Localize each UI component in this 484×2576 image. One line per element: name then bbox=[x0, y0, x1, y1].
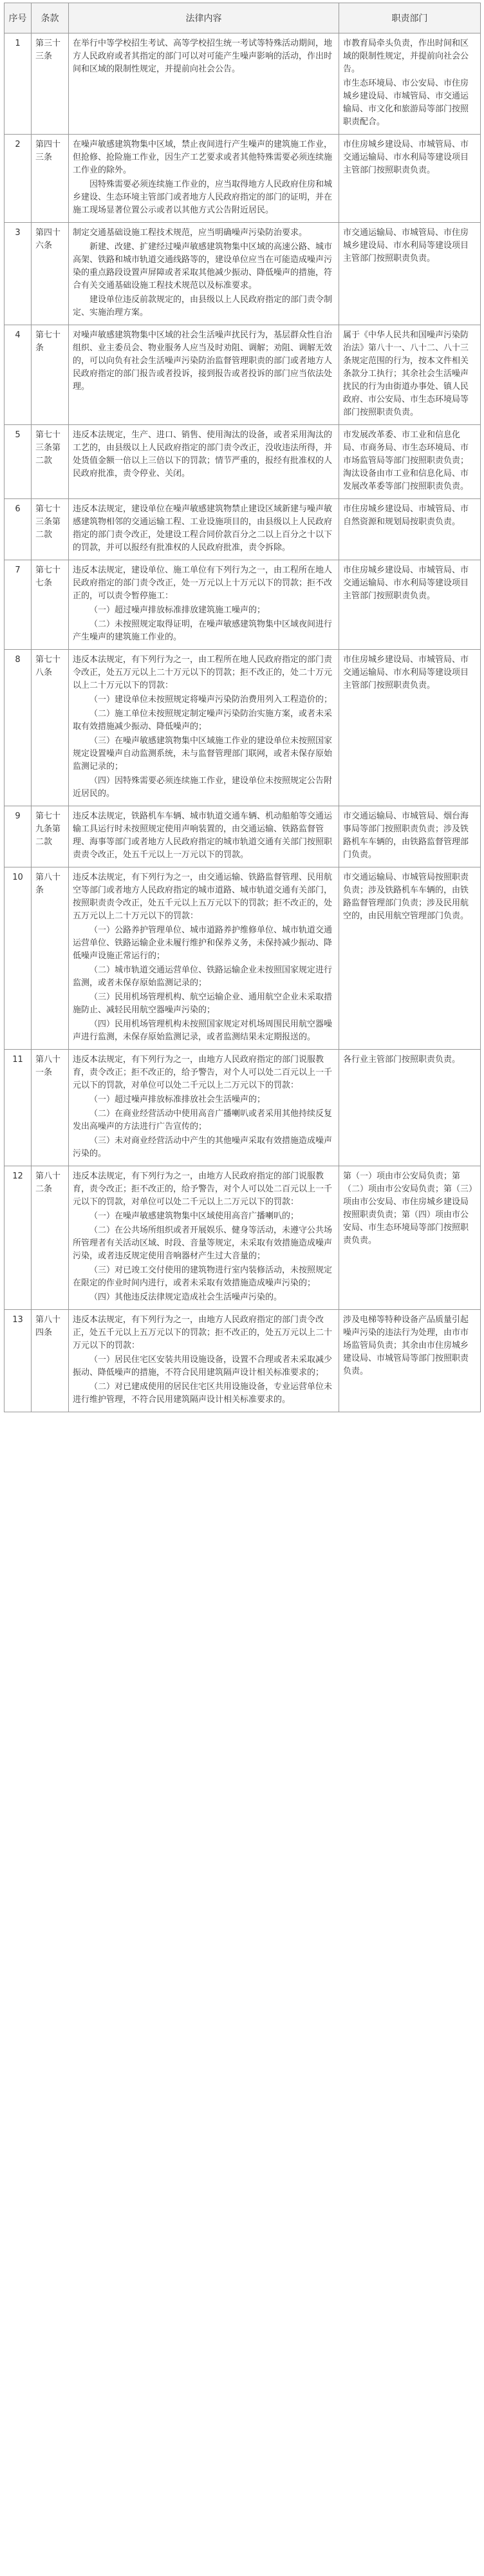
row-number: 6 bbox=[5, 499, 32, 560]
law-paragraph: （四）民用机场管理机构未按照国家规定对机场周围民用航空器噪声进行监测，未保存原始监测记录，或者监测结果未定期报送的。 bbox=[73, 1019, 333, 1042]
law-paragraph: 在举行中等学校招生考试、高等学校招生统一考试等特殊活动期间，地方人民政府或者其指定的部门可以对可能产生噪声影响的活动，作出时间和区域的限制性规定，并提前向社会公告。 bbox=[73, 39, 333, 74]
row-article: 第八十条 bbox=[32, 867, 69, 1050]
law-paragraph: 制定交通基础设施工程技术规范，应当明确噪声污染防治要求。 bbox=[73, 228, 308, 238]
law-paragraph: 因特殊需要必须连续施工作业的，应当取得地方人民政府住房和城乡建设、生态环境主管部门或者地方人民政府指定的部门的证明，并在施工现场显著位置公示或者以其他方式公告附近居民。 bbox=[73, 180, 333, 215]
row-law-content bbox=[69, 33, 339, 135]
header-no: 序号 bbox=[5, 3, 32, 33]
header-content: 法律内容 bbox=[69, 3, 339, 33]
table-row bbox=[5, 806, 481, 867]
law-paragraph: 违反本法规定，有下列行为之一，由地方人民政府指定的部门说服教育，责令改正；拒不改正的，给予警告，对个人可以处二百元以上一千元以下的罚款，对单位可以处二千元以上二万元以下的罚款： bbox=[73, 1055, 333, 1090]
table-row bbox=[5, 135, 481, 223]
header-duty: 职责部门 bbox=[339, 3, 481, 33]
row-article: 第七十八条 bbox=[32, 650, 69, 806]
row-duty-department bbox=[339, 560, 481, 650]
row-duty-department bbox=[339, 425, 481, 499]
duty-paragraph: 市发展改革委、市工业和信息化局、市商务局、市生态环境局、市市场监管局等部门按照职责负责；淘汰设备由市工业和信息化局、市发展改革委等部门按照职责负责。 bbox=[343, 430, 469, 491]
row-duty-department bbox=[339, 806, 481, 867]
row-article: 第四十六条 bbox=[32, 223, 69, 325]
row-number: 2 bbox=[5, 135, 32, 223]
law-paragraph: （一）建设单位未按照规定将噪声污染防治费用列入工程造价的； bbox=[89, 695, 333, 705]
table-row bbox=[5, 560, 481, 650]
duty-paragraph: 市生态环境局、市公安局、市住房城乡建设局、市城管局、市交通运输局、市文化和旅游局等部门按照职责配合。 bbox=[343, 79, 469, 127]
row-number: 9 bbox=[5, 806, 32, 867]
row-duty-department bbox=[339, 1166, 481, 1310]
table-row bbox=[5, 425, 481, 499]
row-duty-department bbox=[339, 223, 481, 325]
law-paragraph: （四）其他违反法律规定造成社会生活噪声污染的。 bbox=[89, 1293, 283, 1302]
table-row bbox=[5, 33, 481, 135]
law-paragraph: （二）在商业经营活动中使用高音广播喇叭或者采用其他持续反复发出高噪声的方法进行广告宣传的； bbox=[73, 1109, 333, 1132]
row-duty-department bbox=[339, 325, 481, 425]
row-article: 第七十三条第二款 bbox=[32, 425, 69, 499]
row-number: 13 bbox=[5, 1310, 32, 1412]
table-row bbox=[5, 1050, 481, 1166]
duty-paragraph: 市住房城乡建设局、市城管局、市交通运输局、市水利局等建设项目主管部门按照职责负责。 bbox=[343, 565, 469, 601]
row-law-content bbox=[69, 560, 339, 650]
row-article: 第七十七条 bbox=[32, 560, 69, 650]
law-paragraph: （二）施工单位未按照规定制定噪声污染防治实施方案，或者未采取有效措施减少振动、降低噪声的； bbox=[73, 709, 333, 732]
law-paragraph: （三）未对商业经营活动中产生的其他噪声采取有效措施造成噪声污染的。 bbox=[73, 1136, 333, 1159]
row-article: 第三十三条 bbox=[32, 33, 69, 135]
row-number: 4 bbox=[5, 325, 32, 425]
law-paragraph: 对噪声敏感建筑物集中区域的社会生活噪声扰民行为，基层群众性自治组织、业主委员会、物业服务人应当及时劝阻、调解；劝阻、调解无效的，可以向负有社会生活噪声污染防治监督管理职责的部门或者地方人民政府指定的部门报告或者投诉，接到报告或者投诉的部门应当依法处理。 bbox=[73, 330, 333, 392]
duty-paragraph: 市交通运输局、市城管局按照职责负责；涉及铁路机车车辆的，由铁路监督管理部门负责；涉及民用航空的，由民用航空管理部门负责。 bbox=[343, 873, 469, 921]
law-paragraph: 在噪声敏感建筑物集中区域，禁止夜间进行产生噪声的建筑施工作业，但抢修、抢险施工作业，因生产工艺要求或者其他特殊需要必须连续施工作业的除外。 bbox=[73, 140, 333, 175]
duty-paragraph: 市住房城乡建设局、市城管局、市交通运输局、市水利局等建设项目主管部门按照职责负责。 bbox=[343, 655, 469, 690]
duty-paragraph: 市教育局牵头负责，作出时间和区域的限制性规定，并提前向社会公告。 bbox=[343, 39, 469, 74]
law-paragraph: （四）因特殊需要必须连续施工作业，建设单位未按照规定公告附近居民的。 bbox=[73, 776, 333, 799]
row-duty-department bbox=[339, 499, 481, 560]
row-duty-department bbox=[339, 135, 481, 223]
table-row bbox=[5, 223, 481, 325]
row-duty-department bbox=[339, 1310, 481, 1412]
document-page bbox=[4, 3, 480, 1412]
row-number: 8 bbox=[5, 650, 32, 806]
row-article: 第七十三条第二款 bbox=[32, 499, 69, 560]
row-duty-department bbox=[339, 867, 481, 1050]
row-number: 10 bbox=[5, 867, 32, 1050]
law-paragraph: （三）对已竣工交付使用的建筑物进行室内装修活动，未按照规定在限定的作业时间内进行，或者未采取有效措施造成噪声污染的； bbox=[73, 1265, 333, 1288]
law-paragraph: （二）在公共场所组织或者开展娱乐、健身等活动，未遵守公共场所管理者有关活动区域、时段、音量等规定，未采取有效措施造成噪声污染，或者违反规定使用音响器材产生过大音量的； bbox=[73, 1226, 333, 1261]
law-paragraph: 建设单位违反前款规定的，由县级以上人民政府指定的部门责令制定、实施治理方案。 bbox=[73, 295, 333, 317]
law-duty-table bbox=[4, 3, 481, 1412]
row-article: 第七十九条第二款 bbox=[32, 806, 69, 867]
law-paragraph: 违反本法规定，铁路机车车辆、城市轨道交通车辆、机动船舶等交通运输工具运行时未按照规定使用声响装置的，由交通运输、铁路监督管理、海事等部门或者地方人民政府指定的城市轨道交通有关部门按照职责责令改正，处五千元以上一万元以下的罚款。 bbox=[73, 811, 333, 860]
duty-paragraph: 属于《中华人民共和国噪声污染防治法》第八十一、八十二、八十三条规定范围的行为，按本文件相关条款分工执行；其余社会生活噪声扰民的行为由街道办事处、镇人民政府、市公安局、市生态环境局等部门按照职责负责。 bbox=[343, 330, 469, 417]
table-header-row bbox=[5, 3, 481, 33]
law-paragraph: （一）超过噪声排放标准排放建筑施工噪声的； bbox=[89, 605, 266, 615]
row-article: 第四十三条 bbox=[32, 135, 69, 223]
table-row bbox=[5, 325, 481, 425]
law-paragraph: （二）城市轨道交通运营单位、铁路运输企业未按照国家规定进行监测，或者未保存原始监测记录的； bbox=[73, 965, 333, 988]
table-row bbox=[5, 499, 481, 560]
row-article: 第八十四条 bbox=[32, 1310, 69, 1412]
row-law-content bbox=[69, 425, 339, 499]
row-law-content bbox=[69, 135, 339, 223]
row-number: 7 bbox=[5, 560, 32, 650]
header-article: 条款 bbox=[32, 3, 69, 33]
law-paragraph: 违反本法规定，有下列行为之一，由地方人民政府指定的部门说服教育，责令改正；拒不改正的，给予警告，对个人可以处二百元以上一千元以下的罚款，对单位可以处二千元以上二万元以下的罚款： bbox=[73, 1171, 333, 1207]
row-number: 3 bbox=[5, 223, 32, 325]
row-law-content bbox=[69, 223, 339, 325]
law-paragraph: （一）在噪声敏感建筑物集中区域使用高音广播喇叭的； bbox=[89, 1211, 299, 1221]
law-paragraph: （二）未按照规定取得证明，在噪声敏感建筑物集中区域夜间进行产生噪声的建筑施工作业的。 bbox=[73, 620, 333, 642]
row-number: 12 bbox=[5, 1166, 32, 1310]
row-article: 第八十二条 bbox=[32, 1166, 69, 1310]
law-paragraph: 违反本法规定，生产、进口、销售、使用淘汰的设备，或者采用淘汰的工艺的，由县级以上人民政府指定的部门责令改正，没收违法所得，并处货值金额一倍以上三倍以下的罚款；情节严重的，报经有批准权的人民政府批准，责令停业、关闭。 bbox=[73, 430, 333, 478]
row-duty-department bbox=[339, 1050, 481, 1166]
row-law-content bbox=[69, 1310, 339, 1412]
table-row bbox=[5, 1310, 481, 1412]
table-body bbox=[5, 33, 481, 1412]
law-paragraph: 违反本法规定，建设单位在噪声敏感建筑物禁止建设区域新建与噪声敏感建筑物相邻的交通运输工程、工业设施项目的，由县级以上人民政府指定的部门责令改正，处建设工程合同价款百分之二以上百分之十以下的罚款，并可以报经有批准权的人民政府批准，责令拆除。 bbox=[73, 504, 333, 553]
row-article: 第七十条 bbox=[32, 325, 69, 425]
row-law-content bbox=[69, 867, 339, 1050]
law-paragraph: （三）在噪声敏感建筑物集中区域施工作业的建设单位未按照国家规定设置噪声自动监测系统，未与监督管理部门联网，或者未保存原始监测记录的； bbox=[73, 736, 333, 772]
duty-paragraph: 涉及电梯等特种设备产品质量引起噪声污染的违法行为处理，由市市场监管局负责；其余由市住房城乡建设局、市城管局等部门按照职责负责。 bbox=[343, 1315, 469, 1376]
row-number: 11 bbox=[5, 1050, 32, 1166]
row-law-content bbox=[69, 1166, 339, 1310]
row-law-content bbox=[69, 1050, 339, 1166]
row-number: 5 bbox=[5, 425, 32, 499]
row-law-content bbox=[69, 806, 339, 867]
duty-paragraph: 市交通运输局、市城管局、市住房城乡建设局、市水利局等建设项目主管部门按照职责负责。 bbox=[343, 228, 469, 263]
row-number: 1 bbox=[5, 33, 32, 135]
law-paragraph: （三）民用机场管理机构、航空运输企业、通用航空企业未采取措施防止、减轻民用航空器噪声污染的； bbox=[73, 992, 333, 1015]
law-paragraph: 违反本法规定，建设单位、施工单位有下列行为之一，由工程所在地人民政府指定的部门责令改正，处一万元以上十万元以下的罚款；拒不改正的，可以责令暂停施工： bbox=[73, 565, 333, 601]
row-law-content bbox=[69, 325, 339, 425]
duty-paragraph: 市住房城乡建设局、市城管局、市自然资源和规划局按职责负责。 bbox=[343, 504, 469, 527]
law-paragraph: （一）超过噪声排放标准排放社会生活噪声的； bbox=[89, 1095, 266, 1104]
duty-paragraph: 市住房城乡建设局、市城管局、市交通运输局、市水利局等建设项目主管部门按照职责负责。 bbox=[343, 140, 469, 175]
law-paragraph: （二）对已建成使用的居民住宅区共用设施设备，专业运营单位未进行维护管理，不符合民用建筑隔声设计相关标准要求的。 bbox=[73, 1382, 333, 1405]
law-paragraph: 违反本法规定，有下列行为之一，由交通运输、铁路监督管理、民用航空等部门或者地方人民政府指定的城市道路、城市轨道交通有关部门，按照职责责令改正，处五千元以上五万元以下的罚款；拒不改正的，处五万元以上二十万元以下的罚款： bbox=[73, 873, 333, 921]
law-paragraph: （一）居民住宅区安装共用设施设备，设置不合理或者未采取减少振动、降低噪声的措施，不符合民用建筑隔声设计相关标准要求的； bbox=[73, 1355, 333, 1378]
duty-paragraph: 各行业主管部门按照职责负责。 bbox=[343, 1055, 461, 1065]
duty-paragraph: 市交通运输局、市城管局、烟台海事局等部门按照职责负责；涉及铁路机车车辆的，由铁路监督管理部门负责。 bbox=[343, 811, 469, 860]
law-paragraph: 违反本法规定，有下列行为之一，由工程所在地人民政府指定的部门责令改正，处五万元以上二十万元以下的罚款；拒不改正的，处二十万元以上二十万元以下的罚款： bbox=[73, 655, 333, 690]
row-duty-department bbox=[339, 650, 481, 806]
table-row bbox=[5, 867, 481, 1050]
row-law-content bbox=[69, 650, 339, 806]
table-row bbox=[5, 1166, 481, 1310]
row-article: 第八十一条 bbox=[32, 1050, 69, 1166]
law-paragraph: （一）公路养护管理单位、城市道路养护维修单位、城市轨道交通运营单位、铁路运输企业未履行维护和保养义务，未保持减少振动、降低噪声设施正常运行的； bbox=[73, 925, 333, 961]
law-paragraph: 违反本法规定，有下列行为之一，由地方人民政府指定的部门责令改正，处五千元以上五万元以下的罚款；拒不改正的，处五万元以上二十万元以下的罚款： bbox=[73, 1315, 333, 1350]
duty-paragraph: 第（一）项由市公安局负责；第（二）项由市公安局负责；第（三）项由市公安局、市住房城乡建设局按照职责负责；第（四）项由市公安局、市生态环境局等部门按照职责负责。 bbox=[343, 1171, 473, 1245]
row-law-content bbox=[69, 499, 339, 560]
law-paragraph: 新建、改建、扩建经过噪声敏感建筑物集中区域的高速公路、城市高架、铁路和城市轨道交通线路等的，建设单位应当在可能造成噪声污染的重点路段设置声屏障或者采取其他减少振动、降低噪声的措施，符合有关交通基础设施工程技术规范以及标准要求。 bbox=[73, 242, 333, 290]
row-duty-department bbox=[339, 33, 481, 135]
table-row bbox=[5, 650, 481, 806]
